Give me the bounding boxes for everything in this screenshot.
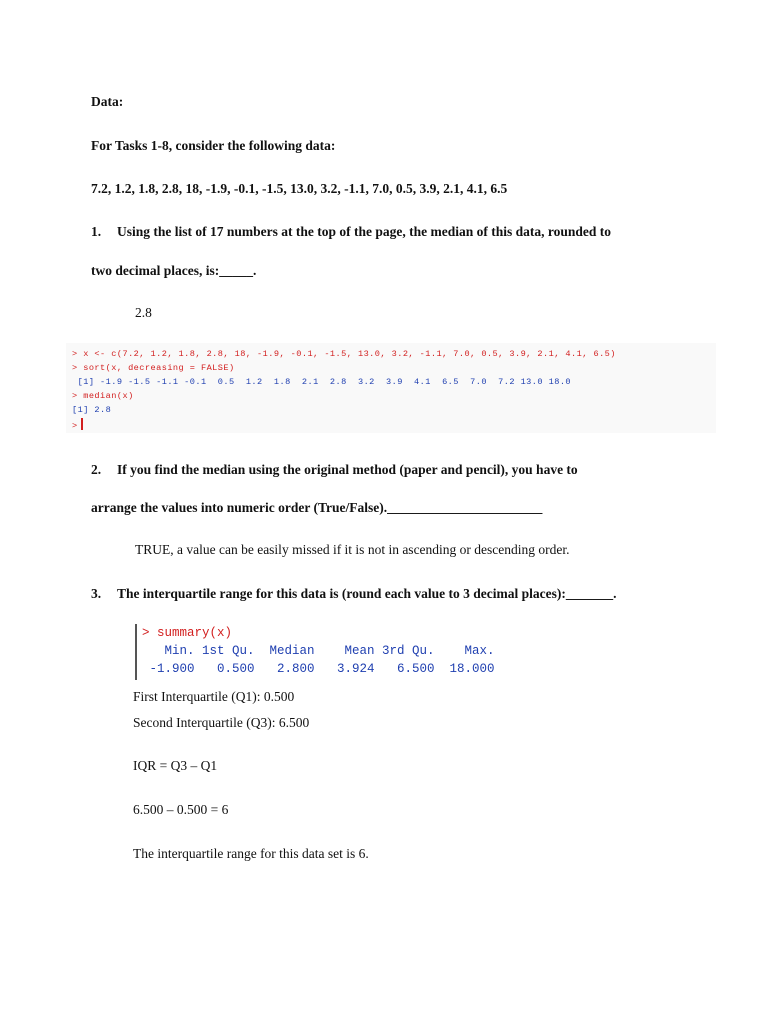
r-console-median	[66, 343, 716, 433]
console-line: > summary(x)	[142, 626, 233, 640]
intro-text: For Tasks 1-8, consider the following data:	[91, 138, 336, 153]
q2-text-line2: arrange the values into numeric order (True/False)._______________________	[91, 500, 543, 515]
q1-text-line1: Using the list of 17 numbers at the top of the page, the median of this data, rounded to	[117, 224, 612, 239]
console-line: > median(x)	[72, 391, 134, 401]
q3-number: 3.	[91, 586, 102, 601]
console-line: > x <- c(7.2, 1.2, 1.8, 2.8, 18, -1.9, -0.1, -1.5, 13.0, 3.2, -1.1, 7.0, 0.5, 3.9, 2.1, 4.1, 6.5)	[72, 349, 616, 359]
q3-third-quartile: Second Interquartile (Q3): 6.500	[133, 715, 310, 730]
q3-conclusion: The interquartile range for this data set is 6.	[133, 846, 369, 861]
console-line: > sort(x, decreasing = FALSE)	[72, 363, 235, 373]
q1-answer: 2.8	[135, 305, 152, 320]
q1-text-line2: two decimal places, is:_____.	[91, 263, 257, 278]
data-heading: Data:	[91, 94, 124, 109]
q1-number: 1.	[91, 224, 102, 239]
data-values: 7.2, 1.2, 1.8, 2.8, 18, -1.9, -0.1, -1.5, 13.0, 3.2, -1.1, 7.0, 0.5, 3.9, 2.1, 4.1, 6.5	[91, 181, 508, 196]
text-cursor	[81, 418, 83, 430]
console-line: Min. 1st Qu. Median Mean 3rd Qu. Max.	[142, 644, 503, 658]
q2-number: 2.	[91, 462, 102, 477]
console-border	[135, 624, 137, 680]
q3-text: The interquartile range for this data is (round each value to 3 decimal places):_______.	[117, 586, 617, 601]
console-line: -1.900 0.500 2.800 3.924 6.500 18.000	[142, 662, 503, 676]
q3-iqr-calculation: 6.500 – 0.500 = 6	[133, 802, 229, 817]
r-console-summary	[135, 624, 555, 682]
console-line: [1] 2.8	[72, 405, 112, 415]
console-prompt	[72, 418, 83, 431]
q3-iqr-formula: IQR = Q3 – Q1	[133, 758, 218, 773]
q2-text-line1: If you find the median using the original method (paper and pencil), you have to	[117, 462, 578, 477]
console-line: [1] -1.9 -1.5 -1.1 -0.1 0.5 1.2 1.8 2.1 2.8 3.2 3.9 4.1 6.5 7.0 7.2 13.0 18.0	[72, 377, 572, 387]
q3-first-quartile: First Interquartile (Q1): 0.500	[133, 689, 295, 704]
q2-answer: TRUE, a value can be easily missed if it is not in ascending or descending order.	[135, 542, 570, 557]
prompt-symbol: >	[72, 421, 78, 431]
